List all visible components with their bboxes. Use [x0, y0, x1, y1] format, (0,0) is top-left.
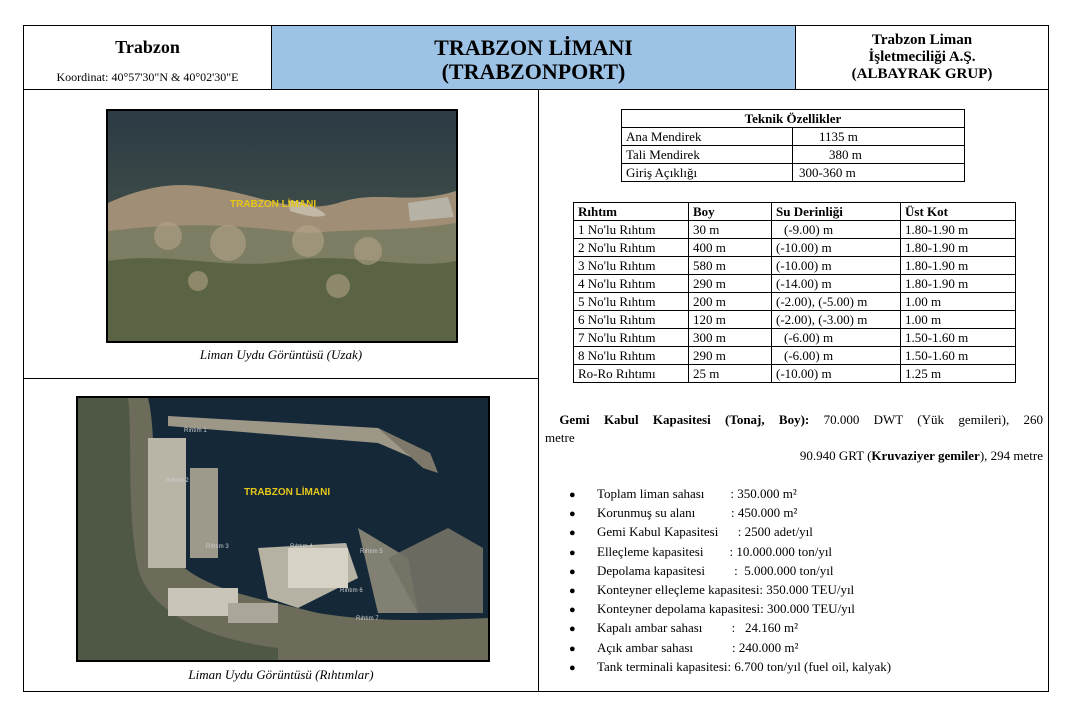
port-title-line1: TRABZON LİMANI	[434, 35, 633, 60]
bullet-icon: ●	[569, 489, 576, 501]
quay-depth: (-10.00) m	[772, 239, 901, 257]
near-image-caption: Liman Uydu Görüntüsü (Rıhtımlar)	[188, 667, 374, 682]
bullet-icon: ●	[569, 546, 576, 559]
table-row	[574, 293, 1016, 311]
column-header-depth: Su Derinliği	[772, 203, 901, 221]
quay-elevation: 1.25 m	[901, 365, 1016, 383]
quay-depth: (-14.00) m	[772, 275, 901, 293]
header-title-cell	[272, 26, 796, 90]
quay-name: 4 No'lu Rıhtım	[574, 275, 689, 293]
quay-label-6: Rıhtım 6	[340, 588, 363, 594]
quay-length: 30 m	[689, 221, 772, 239]
column-header-elevation: Üst Kot	[901, 203, 1016, 221]
quay-length: 290 m	[689, 275, 772, 293]
quay-length: 300 m	[689, 329, 772, 347]
far-image-label: TRABZON LİMANI	[230, 199, 317, 210]
spec-name: Ana Mendirek	[622, 128, 793, 146]
quay-name: 1 No'lu Rıhtım	[574, 221, 689, 239]
capacity-cargo-unit: metre	[545, 430, 575, 445]
fact-text: Açık ambar sahası : 240.000 m²	[597, 639, 799, 655]
bullet-icon: ●	[569, 661, 576, 674]
quay-elevation: 1.00 m	[901, 293, 1016, 311]
quay-depth: (-6.00) m	[772, 347, 901, 365]
list-item	[569, 561, 891, 580]
capacity-cruise-post: ), 294 metre	[979, 448, 1043, 463]
fact-text: Tank terminali kapasitesi: 6.700 ton/yıl (fuel oil, kalyak)	[597, 658, 892, 674]
quay-depth: (-6.00) m	[772, 329, 901, 347]
bullet-icon: ●	[569, 584, 576, 597]
spec-name: Tali Mendirek	[622, 146, 793, 164]
list-item	[569, 638, 891, 657]
column-header-length: Boy	[689, 203, 772, 221]
quay-name: 6 No'lu Rıhtım	[574, 311, 689, 329]
fact-text: Gemi Kabul Kapasitesi : 2500 adet/yıl	[597, 524, 813, 540]
fact-text: Toplam liman sahası : 350.000 m²	[597, 486, 797, 501]
list-item	[569, 599, 891, 618]
table-row	[622, 164, 965, 182]
table-row	[574, 221, 1016, 239]
table-row	[574, 257, 1016, 275]
quay-name: 8 No'lu Rıhtım	[574, 347, 689, 365]
operator-line2: İşletmeciliği A.Ş.	[868, 49, 976, 65]
capacity-cargo: 70.000 DWT (Yük gemileri), 260	[823, 412, 1044, 427]
quay-label-2: Rıhtım 2	[166, 478, 189, 484]
satellite-image-near	[76, 396, 490, 662]
quay-elevation: 1.80-1.90 m	[901, 239, 1016, 257]
capacity-cruise-bold: Kruvaziyer gemiler	[871, 448, 980, 463]
ship-capacity-paragraph	[545, 411, 1043, 465]
bullet-icon: ●	[569, 527, 576, 540]
quay-depth: (-9.00) m	[772, 221, 901, 239]
capacity-cruise-pre: 90.940 GRT (	[799, 448, 872, 463]
quay-name: 2 No'lu Rıhtım	[574, 239, 689, 257]
column-header-quay: Rıhtım	[574, 203, 689, 221]
quay-depth: (-10.00) m	[772, 365, 901, 383]
quay-length: 120 m	[689, 311, 772, 329]
quays-table	[573, 202, 1016, 383]
quay-length: 25 m	[689, 365, 772, 383]
quay-elevation: 1.80-1.90 m	[901, 257, 1016, 275]
list-item	[569, 542, 891, 561]
coordinates: Koordinat: 40°57'30"N & 40°02'30"E	[56, 70, 239, 84]
list-item	[569, 484, 891, 503]
fact-text: Korunmuş su alanı : 450.000 m²	[597, 505, 798, 521]
technical-specs-title: Teknik Özellikler	[622, 110, 965, 128]
header-location-cell	[24, 26, 272, 90]
table-row	[574, 275, 1016, 293]
quay-name: Ro-Ro Rıhtımı	[574, 365, 689, 383]
port-facts-list	[569, 484, 891, 676]
satellite-image-far	[106, 109, 458, 343]
capacity-label: Gemi Kabul Kapasitesi (Tonaj, Boy):	[559, 412, 810, 427]
quay-depth: (-10.00) m	[772, 257, 901, 275]
operator-line1: Trabzon Liman	[871, 32, 973, 48]
image-divider	[24, 378, 538, 379]
quay-label-5: Rıhtım 5	[360, 549, 383, 555]
quay-depth: (-2.00), (-5.00) m	[772, 293, 901, 311]
fact-text: Kapalı ambar sahası : 24.160 m²	[597, 620, 799, 636]
header-operator-cell	[796, 26, 1048, 90]
quay-elevation: 1.50-1.60 m	[901, 329, 1016, 347]
operator-line3: (ALBAYRAK GRUP)	[851, 66, 993, 82]
quay-label-1: Rıhtım 1	[184, 428, 207, 434]
spec-value: 300-360 m	[793, 164, 965, 182]
quay-label-4: Rıhtım 4	[290, 544, 313, 550]
table-row	[574, 239, 1016, 257]
fact-text: Konteyner elleçleme kapasitesi: 350.000 TEU/yıl	[597, 581, 855, 597]
bullet-icon: ●	[569, 565, 576, 578]
table-row	[574, 365, 1016, 383]
far-image-caption: Liman Uydu Görüntüsü (Uzak)	[199, 347, 363, 362]
bullet-icon: ●	[569, 623, 576, 636]
quay-name: 3 No'lu Rıhtım	[574, 257, 689, 275]
fact-text: Depolama kapasitesi : 5.000.000 ton/yıl	[597, 562, 834, 578]
quay-label-3: Rıhtım 3	[206, 544, 229, 550]
quay-length: 580 m	[689, 257, 772, 275]
quay-length: 290 m	[689, 347, 772, 365]
quay-elevation: 1.00 m	[901, 311, 1016, 329]
column-divider	[538, 90, 539, 692]
quay-elevation: 1.80-1.90 m	[901, 275, 1016, 293]
port-title-line2: (TRABZONPORT)	[441, 59, 626, 84]
list-item	[569, 503, 891, 522]
list-item	[569, 657, 891, 676]
page-frame	[23, 25, 1049, 692]
table-row	[622, 128, 965, 146]
near-image-label: TRABZON LİMANI	[244, 487, 331, 498]
bullet-icon: ●	[569, 604, 576, 617]
spec-value: 1135 m	[793, 128, 965, 146]
quay-name: 5 No'lu Rıhtım	[574, 293, 689, 311]
fact-text: Elleçleme kapasitesi : 10.000.000 ton/yıl	[597, 543, 833, 559]
quay-length: 200 m	[689, 293, 772, 311]
bullet-icon: ●	[569, 642, 576, 655]
technical-specs-table	[621, 109, 965, 182]
quay-label-7: Rıhtım 7	[356, 616, 379, 622]
table-row	[574, 347, 1016, 365]
bullet-icon: ●	[569, 508, 576, 521]
table-row	[574, 329, 1016, 347]
quay-elevation: 1.80-1.90 m	[901, 221, 1016, 239]
list-item	[569, 522, 891, 541]
city-name: Trabzon	[115, 37, 180, 57]
table-row	[622, 146, 965, 164]
quay-elevation: 1.50-1.60 m	[901, 347, 1016, 365]
quay-depth: (-2.00), (-3.00) m	[772, 311, 901, 329]
table-row	[574, 311, 1016, 329]
quay-length: 400 m	[689, 239, 772, 257]
fact-text: Konteyner depolama kapasitesi: 300.000 TEU/yıl	[597, 601, 855, 617]
quay-name: 7 No'lu Rıhtım	[574, 329, 689, 347]
spec-value: 380 m	[793, 146, 965, 164]
spec-name: Giriş Açıklığı	[622, 164, 793, 182]
list-item	[569, 618, 891, 637]
list-item	[569, 580, 891, 599]
